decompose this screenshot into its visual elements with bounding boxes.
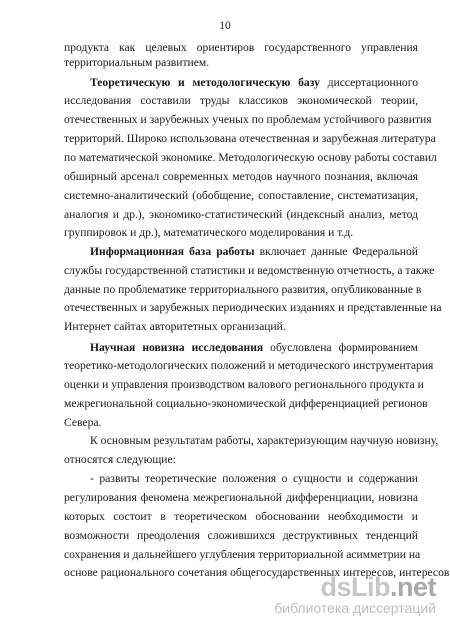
text-line: К основным результатам работы, характеризующим научную новизну, — [90, 434, 439, 447]
bold-heading: Информационная база работы — [90, 245, 255, 258]
text-line: группировок и др.), математического моделирования и т.д. — [64, 226, 354, 239]
watermark-subtitle: библиотека диссертаций — [274, 600, 436, 616]
page-number: 10 — [219, 20, 231, 32]
text-line: системно-аналитический (обобщение, сопоставление, систематизация, — [64, 189, 418, 202]
text-line: которых состоит в теоретическом обосновании необходимости и — [64, 510, 418, 523]
text-line: исследования составили труды классиков экономической теории, — [64, 94, 418, 107]
text-line: оценки и управления производством валового регионального продукта и — [64, 378, 424, 391]
text-line: обширный арсенал современных методов научного познания, включая — [64, 170, 418, 183]
bold-heading: Теоретическую и методологическую базу — [90, 76, 320, 89]
text-span: обусловлена формированием — [263, 341, 419, 354]
text-line: по математической экономике. Методологическую основу работы составил — [64, 151, 437, 164]
text-line: Севера. — [64, 416, 102, 429]
bold-heading: Научная новизна исследования — [90, 341, 264, 354]
text-span: включает данные Федеральной — [254, 245, 419, 258]
text-line: данные по проблематике территориального развития, опубликованные в — [64, 283, 422, 296]
text-line: отечественных и зарубежных периодических изданиях и представленные на — [64, 301, 442, 314]
text-line: основе рационального сочетания общегосударственных интересов, интересов — [64, 566, 450, 579]
text-line: регулирования феномена межрегиональной дифференциации, новизна — [64, 491, 418, 504]
text-line: территорий. Широко использована отечественная и зарубежная литература — [64, 132, 436, 145]
text-line: службы государственной статистики и ведомственную отчетность, а также — [64, 264, 435, 277]
watermark-logo-main: dsLib — [320, 572, 390, 602]
watermark-logo-tld: .net — [389, 572, 436, 602]
watermark — [274, 574, 436, 616]
text-line: сохранения и дальнейшего углубления территориальной асимметрии на — [64, 548, 421, 561]
text-line: отечественных и зарубежных ученых по проблемам устойчивого развития — [64, 113, 432, 126]
watermark-logo — [274, 574, 436, 600]
text-line: аналогия и др.), экономико-статистический (индексный анализ, метод — [64, 208, 418, 221]
text-line: относятся следующие: — [64, 453, 176, 466]
text-span: диссертационного — [319, 76, 418, 89]
text-line: территориальным развитием. — [64, 56, 210, 69]
text-line: теоретико-методологических положений и методического инструментария — [64, 359, 434, 372]
text-line: продукта как целевых ориентиров государственного управления — [64, 41, 418, 54]
text-line: возможности преодоления сложившихся деструктивных тенденций — [64, 529, 418, 542]
list-item-first-line: - развиты теоретические положения о сущности и содержании — [90, 472, 418, 485]
text-line: межрегиональной социально-экономической дифференциацией регионов — [64, 397, 428, 410]
paragraph-theoretical-base-line — [90, 76, 418, 90]
paragraph-novelty-line — [90, 341, 418, 355]
text-line: Интернет сайтах авторитетных организаций. — [64, 320, 286, 333]
paragraph-information-base-line — [90, 245, 418, 259]
